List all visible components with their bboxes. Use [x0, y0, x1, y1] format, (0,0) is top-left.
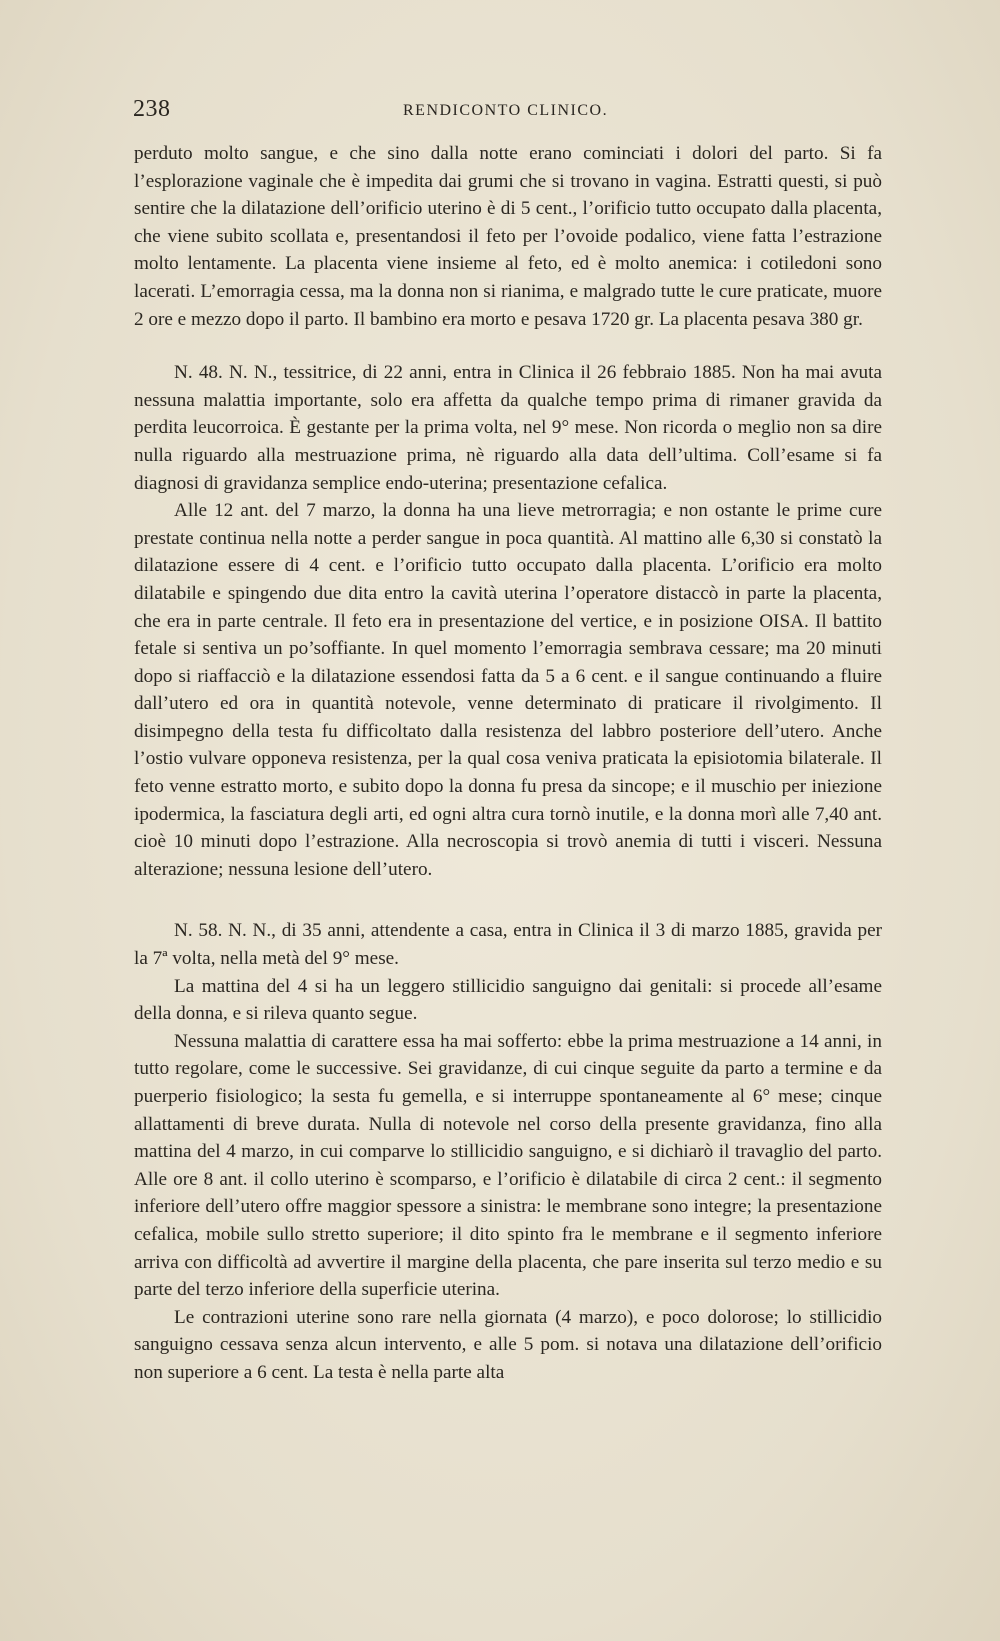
paragraph-6: Nessuna malattia di carattere essa ha mai sofferto: ebbe la prima mestruazione a 14 anni, in tutto regolare, come le successive. Sei gravidanze, di cui cinque seguite da parto a termine e da puerperio fisiologico; la sesta fu gemella, e si interruppe spontaneamente al 6° mese; cinque allattamenti di breve durata. Nulla di notevole nel corso della presente gravidanza, fino alla mattina del 4 marzo, in cui comparve lo stillicidio sanguigno, e si dichiarò il travaglio del parto. Alle ore 8 ant. il collo uterino è scomparso, e l’orificio è dilatabile di circa 2 cent.: il segmento inferiore dell’utero offre maggior spessore a sinistra: le membrane sono integre; la presentazione cefalica, mobile sullo stretto superiore; il dito spinto fra le membrane e il segmento inferiore arriva con difficoltà ad avvertire il margine della placenta, che pare inserita sul terzo medio e su parte del terzo inferiore della superficie uterina.	[134, 1030, 882, 1301]
paragraph-case-48: N. 48. N. N., tessitrice, di 22 anni, entra in Clinica il 26 febbraio 1885. Non ha mai avuta nessuna malattia importante, solo era affetta da qualche tempo prima di rimaner gravida da perdita leucorroica. È gestante per la prima volta, nel 9° mese. Non ricorda o meglio non sa dire nulla riguardo alla mestruazione prima, nè riguardo alla data dell’ultima. Coll’esame si fa diagnosi di gravidanza semplice endo-uterina; presentazione cefalica.	[134, 362, 882, 494]
paragraph-5: La mattina del 4 si ha un leggero stillicidio sanguigno dai genitali: si procede all’esame della donna, e si rileva quanto segue.	[134, 975, 882, 1025]
page-number: 238	[133, 96, 171, 122]
paragraph-case-58: N. 58. N. N., di 35 anni, attendente a casa, entra in Clinica il 3 di marzo 1885, gravida per la 7ª volta, nella metà del 9° mese.	[134, 920, 882, 970]
running-head	[133, 96, 880, 126]
text-body	[134, 140, 882, 1387]
paragraph-1: perduto molto sangue, e che sino dalla notte erano cominciati i dolori del parto. Si fa l’esplorazione vaginale che è impedita dai grumi che si trovano in vagina. Estratti questi, si può sentire che la dilatazione dell’orificio uterino è di 5 cent., l’orificio tutto occupato dalla placenta, che viene subito scollata e, presentandosi il feto per l’ovoide podalico, viene fatta l’estrazione molto lentamente. La placenta viene insieme al feto, ed è molto anemica: i cotiledoni sono lacerati. L’emorragia cessa, ma la donna non si rianima, e malgrado tutte le cure praticate, muore 2 ore e mezzo dopo il parto. Il bambino era morto e pesava 1720 gr. La placenta pesava 380 gr.	[134, 143, 882, 330]
running-title: RENDICONTO CLINICO.	[403, 102, 609, 119]
paragraph-3: Alle 12 ant. del 7 marzo, la donna ha una lieve metrorragia; e non ostante le prime cure prestate continua nella notte a perder sangue in poca quantità. Al mattino alle 6,30 si constatò la dilatazione essere di 4 cent. e l’orificio tutto occupato dalla placenta. L’orificio era molto dilatabile e spingendo due dita entro la cavità uterina l’operatore distaccò in parte la placenta, che era in parte centrale. Il feto era in presentazione del vertice, e in posizione OISA. Il battito fetale si sentiva un po’soffiante. In quel momento l’emorragia sembrava cessare; ma 20 minuti dopo si riaffacciò e la dilatazione essendosi fatta da 5 a 6 cent. e il sangue continuando a fluire dall’utero ed ora in quantità notevole, venne determinato di praticare il rivolgimento. Il disimpegno della testa fu difficoltato dalla resistenza del labbro posteriore dell’utero. Anche l’ostio vulvare opponeva resistenza, per la qual cosa veniva praticata la episiotomia bilaterale. Il feto venne estratto morto, e subito dopo la donna fu presa da sincope; e il muschio per iniezione ipodermica, la fasciatura degli arti, ed ogni altra cura tornò inutile, e la donna morì alle 7,40 ant. cioè 10 minuti dopo l’estrazione. Alla necroscopia si trovò anemia di tutti i visceri. Nessuna alterazione; nessuna lesione dell’utero.	[134, 500, 882, 880]
paragraph-7: Le contrazioni uterine sono rare nella giornata (4 marzo), e poco dolorose; lo stillicidio sanguigno cessava senza alcun intervento, e alle 5 pom. si notava una dilatazione dell’orificio non superiore a 6 cent. La testa è nella parte alta	[134, 1306, 882, 1383]
